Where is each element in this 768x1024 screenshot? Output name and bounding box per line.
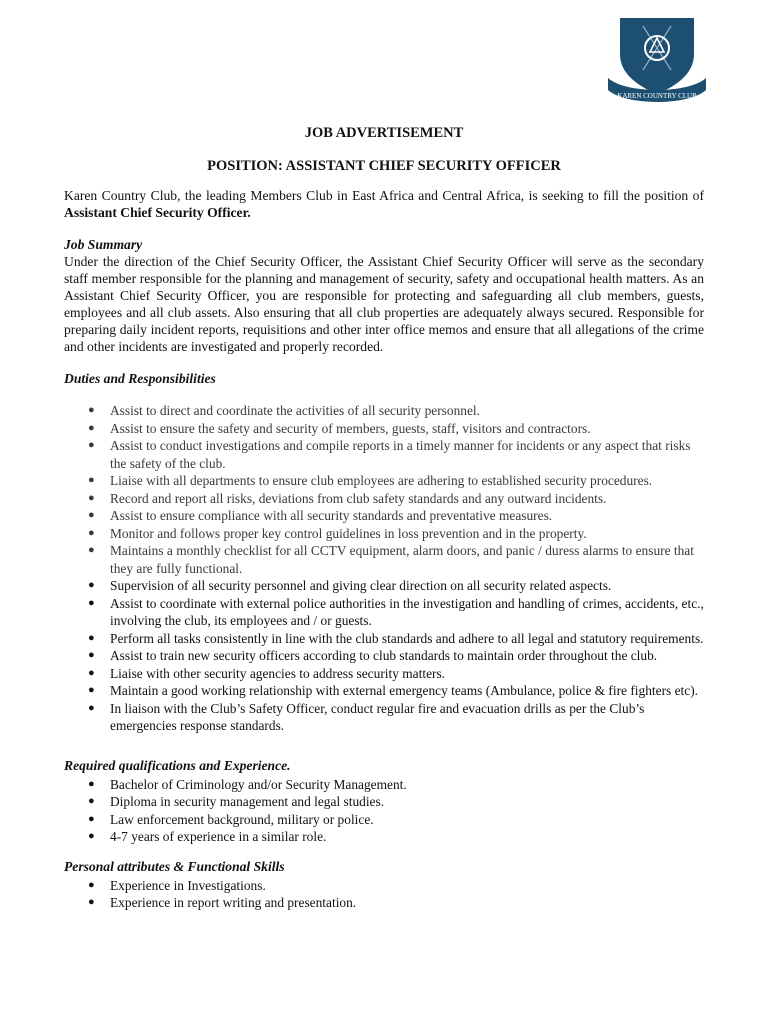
list-item: ● Monitor and follows proper key control guidelines in loss prevention and in the property. bbox=[88, 525, 587, 541]
list-item: ● Maintain a good working relationship with external emergency teams (Ambulance, police & fire fighters etc). bbox=[88, 683, 699, 698]
duties-list bbox=[64, 402, 704, 735]
personal-attributes-list bbox=[64, 877, 704, 912]
list-item: ● Liaise with all departments to ensure club employees are adhering to established security procedures. bbox=[88, 473, 653, 488]
bullet-icon: ● bbox=[88, 421, 95, 434]
list-item: ● Assist to ensure the safety and security of members, guests, staff, visitors and contractors. bbox=[88, 420, 591, 436]
qualifications-heading: Required qualifications and Experience. bbox=[64, 757, 291, 773]
job-summary-text: Under the direction of the Chief Security Officer, the Assistant Chief Security Officer will serve as the secondary staff member responsible for the planning and management of security, safety and occupational health matters. As an Assistant Chief Security Officer, you are responsible for protecting and safeguarding all club members, guests, employees and all club assets. Also ensuring that all club properties are adequately always secured. Responsible for preparing daily incident reports, requisitions and other inter office memos and ensure that all allegations of the crime and other incidents are investigated and properly recorded. bbox=[64, 254, 704, 354]
list-item: ● Supervision of all security personnel and giving clear direction on all security related aspects. bbox=[88, 578, 612, 593]
bullet-icon: ● bbox=[88, 439, 95, 451]
bullet-icon: ● bbox=[88, 795, 95, 807]
bullet-icon: ● bbox=[88, 526, 95, 539]
intro-text: Karen Country Club, the leading Members Club in East Africa and Central Africa, is seeking to fill the position of bbox=[64, 188, 704, 203]
document-body bbox=[64, 123, 704, 912]
list-item: ● 4-7 years of experience in a similar role. bbox=[88, 829, 327, 844]
list-item: ● Bachelor of Criminology and/or Security Management. bbox=[88, 776, 407, 792]
list-item: ● Assist to conduct investigations and compile reports in a timely manner for incidents or any aspect that risks the safety of the club. bbox=[88, 438, 691, 471]
list-item: ● Assist to direct and coordinate the activities of all security personnel. bbox=[88, 403, 480, 418]
bullet-icon: ● bbox=[88, 701, 95, 714]
bullet-icon: ● bbox=[88, 631, 95, 644]
bullet-icon: ● bbox=[88, 896, 95, 908]
svg-text:KAREN COUNTRY CLUB: KAREN COUNTRY CLUB bbox=[617, 92, 697, 100]
bullet-icon: ● bbox=[88, 404, 95, 416]
list-item: ● Law enforcement background, military or police. bbox=[88, 811, 374, 827]
qualifications-list bbox=[64, 776, 704, 846]
bullet-icon: ● bbox=[88, 684, 95, 696]
list-item: ● Assist to train new security officers according to club standards to maintain order throughout the club. bbox=[88, 648, 658, 663]
position-title: POSITION: ASSISTANT CHIEF SECURITY OFFICER bbox=[207, 158, 561, 174]
list-item: ● Record and report all risks, deviations from club safety standards and any outward incidents. bbox=[88, 490, 607, 506]
job-advertisement-title: JOB ADVERTISEMENT bbox=[304, 125, 464, 141]
bullet-icon: ● bbox=[88, 579, 95, 591]
list-item: ● Diploma in security management and legal studies. bbox=[88, 794, 385, 809]
bullet-icon: ● bbox=[88, 777, 95, 790]
list-item: ● Assist to ensure compliance with all security standards and preventative measures. bbox=[88, 508, 553, 523]
bullet-icon: ● bbox=[88, 596, 95, 609]
intro-position-name: Assistant Chief Security Officer. bbox=[64, 205, 251, 220]
club-logo bbox=[606, 14, 708, 106]
job-summary-heading: Job Summary bbox=[64, 237, 143, 252]
intro-paragraph bbox=[64, 187, 704, 221]
bullet-icon: ● bbox=[88, 878, 95, 891]
list-item: ● Experience in report writing and presentation. bbox=[88, 895, 357, 910]
list-item: ● Assist to coordinate with external police authorities in the investigation and handling of crimes, accidents, etc., involving the club, its employees and / or guests. bbox=[88, 595, 704, 628]
bullet-icon: ● bbox=[88, 812, 95, 825]
bullet-icon: ● bbox=[88, 509, 95, 521]
list-item: ● Perform all tasks consistently in line with the club standards and adhere to all legal and statutory requirements. bbox=[88, 630, 704, 646]
duties-heading: Duties and Responsibilities bbox=[64, 371, 216, 386]
personal-attributes-heading: Personal attributes & Functional Skills bbox=[64, 858, 285, 874]
bullet-icon: ● bbox=[88, 491, 95, 504]
bullet-icon: ● bbox=[88, 666, 95, 679]
list-item: ● Liaise with other security agencies to address security matters. bbox=[88, 665, 446, 681]
list-item: ● Maintains a monthly checklist for all CCTV equipment, alarm doors, and panic / duress alarms to ensure that they are fully functional. bbox=[88, 543, 694, 576]
list-item: ● Experience in Investigations. bbox=[88, 877, 266, 893]
shield-crest-icon bbox=[606, 14, 708, 106]
bullet-icon: ● bbox=[88, 474, 95, 486]
list-item: ● In liaison with the Club’s Safety Officer, conduct regular fire and evacuation drills as per the Club’s emergencies response standards. bbox=[88, 700, 645, 733]
bullet-icon: ● bbox=[88, 830, 95, 842]
bullet-icon: ● bbox=[88, 544, 95, 556]
bullet-icon: ● bbox=[88, 649, 95, 661]
